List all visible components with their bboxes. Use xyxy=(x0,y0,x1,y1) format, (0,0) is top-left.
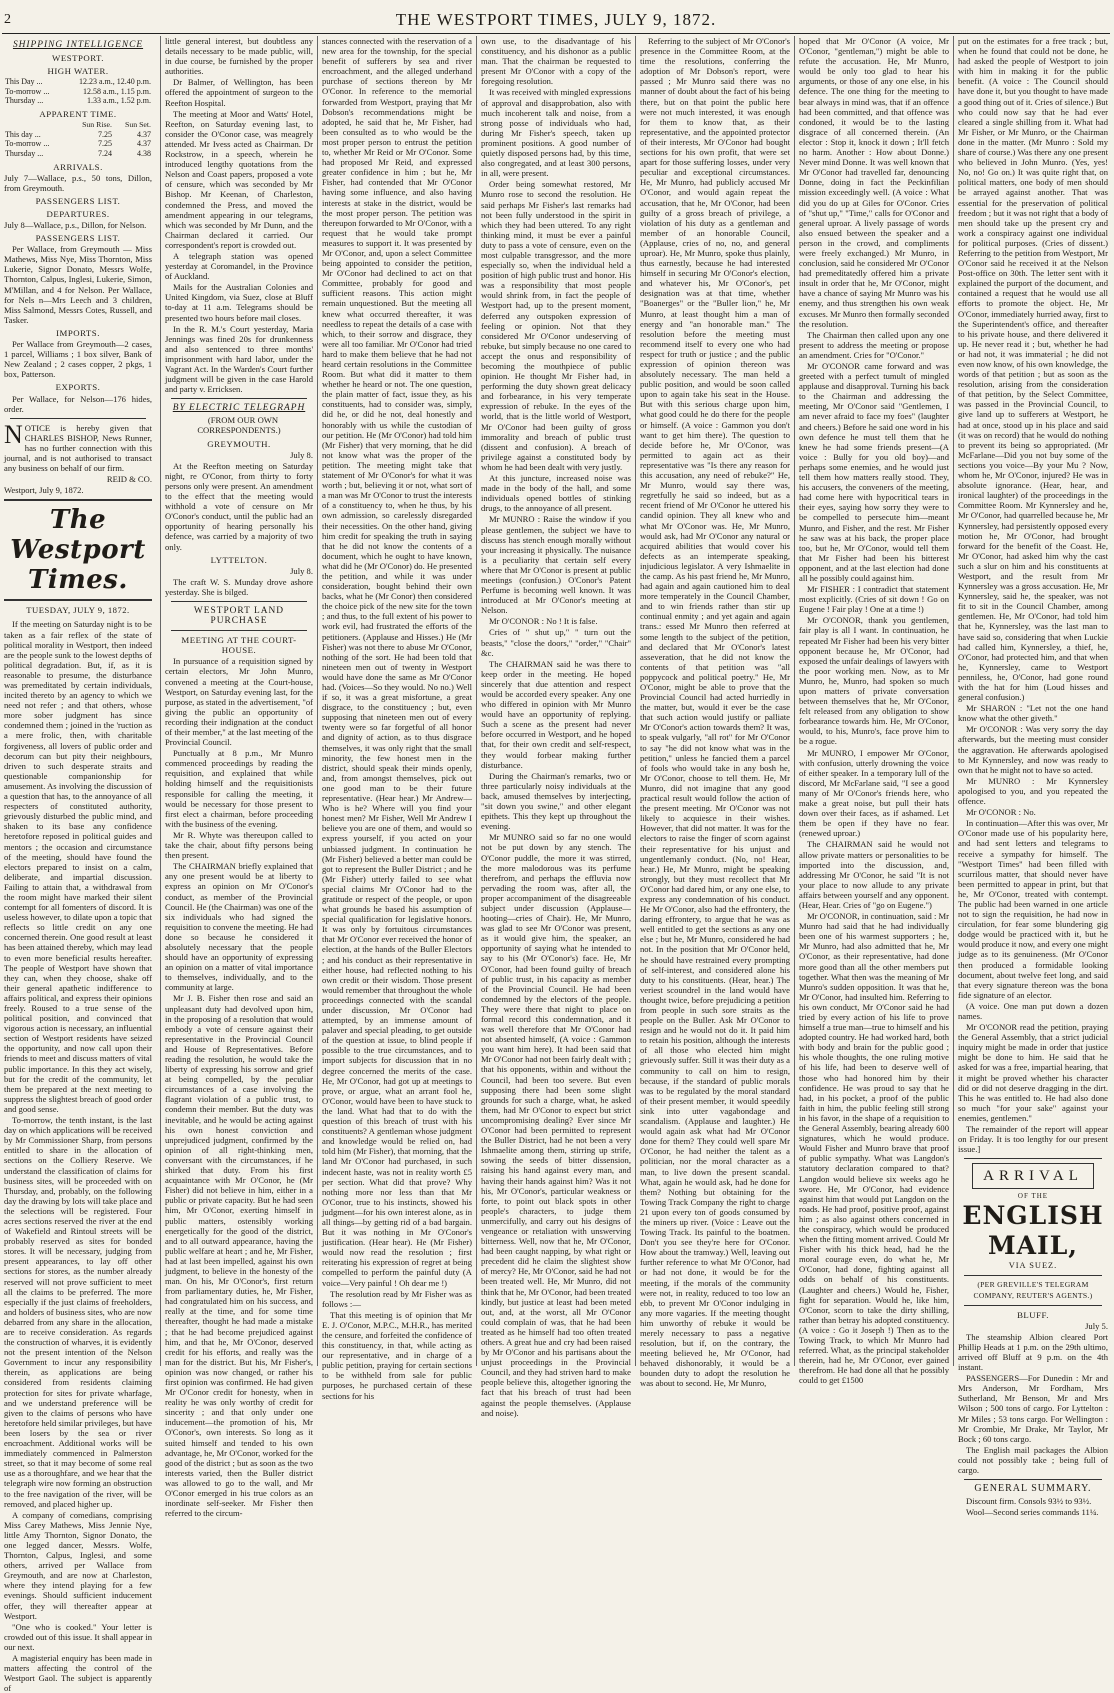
divider xyxy=(4,499,152,501)
article-paragraph: Mr SHARON : "Let not the one hand know what the other giveth." xyxy=(958,703,1108,724)
article-paragraph: At this juncture, increased noise was made in the body of the hall, and some individuals opened bottles of stinking drugs, to the annoyance of all present. xyxy=(481,473,631,514)
column-1 xyxy=(4,36,156,1693)
article-paragraph: The Chairman then called upon any one present to address the meeting or propose an amendment. Cries for "O'Conor." xyxy=(799,329,949,360)
article-paragraph: The meeting at Moor and Watts' Hotel, Reefton, on Saturday evening last, to consider the O'Conor case, was meagrely attended. Mr Ivess acted as Chairman. Dr Rockstrow, in a speech, wherein he introduced lengthy quotations from the Nelson and Coast papers, proposed a vote of censure, which was seconded by Mr Bishop. Mr Keenan, of Charleston, condemned the Press, and moved the amendment appearing in our telegrams, which was seconded by Mr Dunn, and the Chairman declared it carried. Our correspondent's report is crowded out. xyxy=(165,108,313,250)
divider xyxy=(964,1479,1102,1480)
article-paragraph: Mr O'CONOR : Was very sorry the day afterwards, but the meeting must consider the aggravation. He afterwards apologised to Mr Kynnersley, and now was ready to own that he might not to have so acted. xyxy=(958,724,1108,775)
lyttelton-text: The craft W. S. Munday drove ashore yesterday. She is bilged. xyxy=(165,576,313,597)
table-row xyxy=(4,96,152,106)
telegram-agency: (PER GREVILLE'S TELEGRAM COMPANY, REUTER'S AGENTS.) xyxy=(973,1280,1093,1300)
article-paragraph: The English mail packages the Albion could not possibly take ; being full of cargo. xyxy=(958,1444,1108,1475)
table-cell: 1.33 a.m., 1.52 p.m. xyxy=(87,96,151,106)
passengers-heading: PASSENGERS LIST. xyxy=(35,195,121,206)
imports-text: Per Wallace from Greymouth—2 cases, 1 parcel, Williams ; 1 box silver, Bank of New Zealand ; 2 cases copper, 2 pkgs, 1 box, Patterson. xyxy=(4,339,152,380)
article-paragraph: own use, to the disadvantage of his constituency, and his dishonor as a public man. That the chairman be requested to present Mr O'Conor with a copy of the foregoing resolution. xyxy=(481,36,631,87)
article-paragraph: hoped that Mr O'Conor (A voice, Mr O'Conor, "gentleman,") might be able to refute the accusation. He, Mr Munro, would be only too glad to hear his arguments, or those of any one else, in his defence. The one thing for the meeting to bear always in mind was, that if an offence had been committed, and that offence was condoned, it would be to the lasting disgrace of all concerned therein. (An elector : Stop it, knock it down ; It'll fetch no harm. Another : How about Donne.) Never mind Donne. It was well known that Mr O'Conor had travelled far, denouncing Donne, doing in fact the Peckinfilian mission exceedingly well. (A voice : What did you do up at Giles for O'Conor. Cries of "shut up," "Time," calls for O'Conor and general uproar. A lively passage of words also ensued between the speaker and a person in the crowd, and compliments were freely exchanged.) Mr Munro, in conclusion, said he considered Mr O'Conor had premeditatedly offered him a private insult in order that he, Mr O'Conor, might have a chance of saying Mr Munro was his enemy, and thus strengthen his own weak excuses. Mr Munro then formally seconded the resolution. xyxy=(799,36,949,329)
article-paragraph: The steamship Albion cleared Port Phillip Heads at 1 p.m. on the 29th ultimo, arrived off Bluff at 9 p.m. on the 4th instant. xyxy=(958,1331,1108,1373)
nameplate: The Westport Times. xyxy=(10,505,146,596)
departures-heading: DEPARTURES. xyxy=(46,208,110,219)
bluff-date: July 5. xyxy=(1085,1320,1108,1331)
article-paragraph: put on the estimates for a free track ; but, when he found that could not be done, he had asked the people of Westport to join with him in making it for the public benefit. (A voice : The Council should have done it, but you thought to have made a good thing out of it. Cries of silence.) But who could now say that he had ever cleared a single shilling from it. What had Mr Fisher, or Mr Munro, or the Chairman done in the matter. (Mr Munro : Sold my share of course.) Was there any one present who believed in John Munro. (Yes, yes! No, no! Go on.) It was quite right that, on political matters, one body of men should be arrayed against another. That was essential for the preservation of political freedom ; but it was not right that a body of men should take up the present cry and work a conspiracy against one individual for political purposes. (Cries of dissent.) Referring to the petition from Westport, Mr O'Conor said he received it at the Nelson Post-office on 30th. The letter sent with it explained the purport of the document, and contained a request that he would use all efforts to promote the object. He, Mr O'Conor, immediately hurried away, first to the Superintendent's office, and thereafter to his private house, and there delivered it up. He never read it ; but, whether he had or had not, it was immaterial ; he did not even now know, of his own knowledge, the words of that petition ; but as soon as the resolution, arising from the consideration of that petition, by the Select Committee, was passed in the Provincial Council, to give land up to sufferers at Westport, he had at once, stood up in his place and said (it was on record) that he would do nothing to prevent its being so appropriated. (Mr McFarlane—Did you not buy some of the sections you voice—By your Mu ? Now, whom he, Mr O'Conor, injured? He was in absolute ignorance. (Hear, hear, and ironical laughter) of the proceedings in the Committee Room. Mr Kynnersley and he, Mr O'Conor, had quarrelled because he, Mr Kynnersley, had persistently opposed every motion he, Mr O'Conor, had brought forward for the benefit of the Coast. He, Mr O'Conor, had asked him why the cast such a slur on him and his constituents at Westport, and the result from Mr Kynnersley was a gross accusation. He, Mr Kynnersley, said he, the speaker, was not fit to sit in the Council Chamber, among gentlemen. He, Mr O'Conor, had told him that he, Kynnersley, was the last man to have said so, considering that when Luckie had called him, Kynnersley, a thief, he, O'Conor, had protected him, and that when he, Kynnersley, came to Westport penniless, he, O'Conor, had gone round with the hat for him (Loud hisses and general confusion.) xyxy=(958,36,1108,703)
article-paragraph: Order being somewhat restored, Mr Munro rose to second the resolution. He said perhaps Mr Fisher's last remarks had not been fully understood in the spirit in which they had been uttered. To any right thinking mind, it must be ever a painful duty to pass a vote of censure, even on the most culpable transgressor, and the more especially so, when the individual held a position of high public trust and honor. His was a responsibility that most people would shrink from, in fact the people of Westport had, up to the present moment, deferred any outspoken expression of feeling or opinion. Not that they considered Mr O'Conor undeserving of rebuke, but simply because no one cared to accept the onus and responsibility of becoming the mouthpiece of public opinion. He thought Mr Fisher had, in performing the duty shown great delicacy and forbearance, in his very temperate expression of rebuke. In the eyes of the world, that is the little world of Westport, Mr O'Conor had been guilty of gross immorality and breach of public trust (dissent and confusion). A breach of privilege against a constituted body by whom he had been dealt with very justly. xyxy=(481,179,631,472)
article-paragraph: To-morrow, the tenth instant, is the last day on which applications will be received by Mr Commissioner Sharp, from persons entitled to share in the allocation of sections on the Colliery Reserve. We understand the classification of claims for business sites, will be proceeded with on Thursday, and, probably, on the following day the drawing by lots will take place and the selections will be registered. Four acres sections reserved the river at the end of Wakefield and Rintoul streets will be probably reserved as sites for bonded stores. It will be necessary, judging from present appearances, to lay off other sections for stores, as the number already reserved will not prove sufficient to meet all the claims to be preferred. The more especially if the just claims of freeholders, and holders of business sites, who are now debarred from any share in the allocation, are to receive consideration. As regards the construction of wharves, it is evidently not the present intention of the Nelson Government to incur any responsibility therein, as applications are being considered from residents claiming protection for sites for private wharfage, and we understand preference will be given to the claims of persons who have heretofore held similar privileges, but have been losers by the sea or river encroachment. Additional works will be immediately commenced in Palmerston street, so that it may become of some real use as a thoroughfare, and we hear that the telegraph wire now forming an obstruction to the free navigation of the river, will be removed, and placed higher up. xyxy=(4,1115,152,1509)
exports-heading: EXPORTS. xyxy=(55,382,101,393)
table-cell: This day ... xyxy=(5,129,41,139)
article-paragraph: Mr O'CONOR read the petition, praying the General Assembly, that a strict judicial inquiry might be made in order that justice might be done to him. He said that he asked for was a free, impartial hearing, that it might be proved whether his character did or did not deserve dragging in the dirt. This he was entitled to. He had also done so much "for your sake" against your enemies, gentlemen." xyxy=(958,1022,1108,1123)
english-mail-banner xyxy=(958,1163,1108,1300)
table-cell: 12.58 a.m., 1.15 p.m. xyxy=(83,86,151,96)
article-paragraph: The resolution read by Mr Fisher was as follows :— xyxy=(322,1288,472,1309)
article-paragraph: In pursuance of a requisition signed by certain electors, Mr John Munro, convened a meeting at the Court-house, Westport, on Saturday evening last, for the purpose, as stated in the advertisement, "of giving the public an opportunity of recording their indignation at the conduct of their member," at the last meeting of the Provincial Council. xyxy=(165,656,313,748)
article-paragraph: In continuation—After this was over, Mr O'Conor made use of his popularity here, and had sent letters and telegrams to receive a sympathy for himself. The "Westport Times" had been filled with scurrilous matter, that should never have been permitted to appear in print, but that he, Mr O'Conor, treated with contempt. The public had been warned in one article not to sign the requisition, he had now in circulation, for fear some blundering gig dodge would be practiced with it, but he would produce it now, and every one might judge as to its genuineness. (Mr O'Conor then produced a formidable looking document, about twelve feet long, and said that every signature thereon was the bona fide signature of an elector. xyxy=(958,818,1108,1000)
article-paragraph: During the Chairman's remarks, two or three particularly noisy individuals at the back, amused themselves by interjecting, "sit down you swine," and other elegant epithets. This they kept up throughout the evening. xyxy=(481,770,631,832)
article-paragraph: Mr MUNRO, I empower Mr O'Conor, with confusion, utterly drowning the voice of either speaker. In a temporary lull of the discord, Mr McFarlane said, "I see a good many of Mr O'Conor's friends here, who make a great noise, but pull their hats down over their faces, as if ashamed. Let them be open if they have no fear. (renewed uproar.) xyxy=(799,747,949,839)
column-7 xyxy=(953,36,1110,1518)
port-heading: WESTPORT. xyxy=(52,53,104,64)
high-water-heading: HIGH WATER. xyxy=(47,66,109,77)
shipping-heading: SHIPPING INTELLIGENCE xyxy=(12,40,144,50)
table-cell: Thursday ... xyxy=(5,148,44,158)
lyttelton-heading: LYTTELTON. xyxy=(210,554,268,565)
general-summary-heading: GENERAL SUMMARY. xyxy=(974,1483,1092,1495)
high-water-table xyxy=(4,77,152,106)
article-paragraph: Referring to the subject of Mr O'Conor's presence in the Committee Room, at the time the resolutions, conferring the adoption of Mr Dobson's report, were passed ; Mr Munro said there was no manner of doubt about the fact of his being there, but on that point the public here were not much interested, it was enough for them to know that, as their representative, and the appointed protector of their interests, Mr O'Conor had bought sections for his own profit, that were set apart for those suffering losses, under very peculiar and exceptional circumstances. He, Mr Munro, had publicly accused Mr O'Conor, and would again repeat the accusation, that he, Mr O'Conor, had been guilty of a gross breach of privilege, a violation of his duty as a gentleman and member of an honorable Council, (Applause, cries of no, no, and general uproar). He, Mr Munro, spoke thus plainly, thus earnestly, because he had interested himself in securing Mr O'Conor's election, and whatever his, Mr O'Conor's, pet designation was at that time, whether "Boanerges" or the "Buller lion," he, Mr Munro, at least thought him a man of energy and "an honorable man." The resolution before the meeting must recommend itself to every one who had respect for truth or justice ; and the public expression of opinion thereon was absolutely necessary. The man held a public position, and would be soon called upon to again take his seat in the House. But with this serious charge upon him, what good could he do there for the people or himself. (A voice : Gammon you don't want to get him there). The question to decide before he, Mr O'Conor, was permitted to again act as their representative was "Is there any reason for this accusation, any need of rebuke?" He, Mr Munro, would say there was, regretfully he said so indeed, but as a recent friend of Mr O'Conor he uttered his candid opinion. They all knew who and what Mr O'Conor was. He, Mr Munro, would ask, had Mr O'Conor any natural or acquired abilities that would cover his defects as an intemperate speaking, injudicious legislator. A very Ishmaelite in the camp. As his past friend he, Mr Munro, had again and again cautioned him to deal more temperately in the Council Chamber, and to win friends rather than stir up continual enmity ; and yet again and again trans.: essed Mr Munro then referred at some length to the subject of the petition, and declared that Mr O'Conor's latest asseveration, that he did not know the contents of that petition was "all poppycock and political poetry." He, Mr O'Conor, might be able to prove that the Provincial Council had acted hurriedly in the matter, but, would it ever be the case that such action would justify or palliate Mr O'Conor's action towards them? It was, to speak vulgarly, "all rot" for Mr O'Conor to say "he did not know what was in the petition," unless he fancied them a parcel of fools who would take in any bosh he, Mr O'Conor, choose to tell them. He, Mr Munro, did not imagine that any good practical result would follow the action of the present meeting. Mr O'Conor was not likely to acquiesce in their wishes. However, that did not matter. It was for the electors to raise the finger of scorn against their representative for his unjust and ungentlemanly conduct. (No, no! Hear, hear.) He, Mr Munro, might be speaking strongly, but they must recollect that Mr O'Conor had dared him, or any one else, to express any condemnation of his conduct. He Mr O'Conor, also had the effrontery, the daring effrontery, to argue that he was as well entitled to get the sections as any one else ; but he, Mr Munro, considered he had not. In the position that Mr O'Conor held, he should have restrained every prompting of self-interest, and considered alone his duty to his constituents. (Hear, hear.) The veriest scoundrel in the land would have thought twice, before prejudicing a petition from people in such sore straits as the people on the Buller. Ask Mr O'Conor to resign and he would not do it. It paid him to retain his position, although the interests of all those who elected him might grievously suffer. Still it was their duty as a community to call on him to resign, because, if the standard of public morals was to be regulated by the moral standard of their present member, it would speedily sink into utter vagabondage and scandalism. (Applause and laughter.) He would again ask what had Mr O'Conor done for them? They could well spare Mr O'Conor, he had neither the talent as a politician, nor the moral character as a man, to live down the present scandal. What, again he would ask, had he done for them? Nothing but obtaining for the Towing Track Company the right to charge 21 upon every ton of goods consumed by the miners up river. (Voice : Leave out the Towing Track. Its painful to the boatmen. Don't you see they're here for O'Conor. How about the tramway.) Well, leaving out further reference to what Mr O'Conor, had or had not done, it would be for the meeting, if the morals of the community were not, in reality, reduced to too low an ebb, to prevent Mr O'Conor indulging in any more vagaries. If the meeting thought him unworthy of rebuke it would be merely necessary to pass a negative resolution, but if, on the contrary, the meeting believed he, Mr O'Conor, had behaved dishonorably, it would be a bounden duty to adopt the resolution he was about to second. He, Mr Munro, xyxy=(640,36,790,1389)
masthead-title: THE WESTPORT TIMES, JULY 9, 1872. xyxy=(395,10,717,29)
divider xyxy=(4,599,152,601)
article-paragraph: Mr O'CONOR, thank you gentlemen, fair play is all I want. In continuation, he repeated Mr Fisher had been his very bitter opponent because he, Mr O'Conor, had exposed the unfair dealings of lawyers with the poor working men. Now, as to Mr Munro, he, Munro, had spoken so much upon matters of private conversation between themselves that he, Mr O'Conor, felt released from any obligation to show forbearance towards him. He, Mr O'Conor, would, to his, Munro's, face prove him to be a rogue. xyxy=(799,615,949,747)
notice-dropcap: N xyxy=(4,419,23,449)
table-row xyxy=(4,149,152,159)
article-paragraph: PASSENGERS—For Dunedin : Mr and Mrs Anderson, Mr Fordham, Mrs Sutherland, Mr Benson, Mr and Mrs Wilson ; 500 tons of cargo. For Lyttelton : Mr Miles ; 53 tons cargo. For Wellington : Mr Crombie, Mr Drake, Mr Taylor, Mr Bock ; 60 tons cargo. xyxy=(958,1373,1108,1444)
article-paragraph: The CHAIRMAN briefly explained that any one present would be at liberty to express an opinion on Mr O'Conor's conduct, as member of the Provincial Council. He (the Chairman) was one of the six individuals who had signed the requisition to convene the meeting. He had done so because he considered it absolutely necessary that the people should have an opportunity of expressing an opinion on a matter of vital importance to themselves, individually, and to the community at large. xyxy=(165,861,313,993)
article-paragraph: A company of comedians, comprising Miss Carey Mathews, Miss Jennie Nye, little Amy Thornton, Signor Donato, the one legged dancer, Messrs. Wolfe, Thornton, Calpus, Inglesi, and some others, arrived per Wallace from Greymouth, and are now at Charleston, where they intend playing for a few evenings. Should sufficient inducement offer, they will thereafter appear at Westport. xyxy=(4,1509,152,1621)
telegraph-subheading: (FROM OUR OWN CORRESPONDENTS.) xyxy=(197,415,281,436)
divider xyxy=(171,398,307,399)
exports-text: Per Wallace, for Nelson—176 hides, order. xyxy=(4,393,152,414)
article-paragraph: Mr O'CONOR : No. xyxy=(966,807,1036,818)
article-paragraph: Punctually at 8 p.m., Mr Munro commenced proceedings by reading the requisition, and explained that while holding himself and the requisitionists responsible for calling the meeting, it would be necessary for those present to first elect a chairman, before proceeding with the business of the evening. xyxy=(165,748,313,829)
article-paragraph: Mr R. Whyte was thereupon called to take the chair, about fifty persons being then present. xyxy=(165,829,313,861)
table-cell: 7.25 xyxy=(97,139,112,149)
article-paragraph: The CHAIRMAN said he was there to keep order in the meeting. He hoped sincerely that due attention and respect would be accorded every speaker. Any one who differed in opinion with Mr Munro would have an opportunity of replying. Such a scene as the present had never before occurred in Westport, and he hoped that, for their own credit and self-respect, they would forbear making further disturbance. xyxy=(481,658,631,770)
apparent-time-table xyxy=(4,120,152,158)
article-paragraph: If the meeting on Saturday night is to be taken as a fair reflex of the state of political morality in Westport, then indeed are the people sunk to the lowest depths of political degradation. But, if, as it is reasonable to presume, the disturbance was premeditated by certain individuals, incited thereto by an agency to which we need not refer ; and that others, whose more sober judgment has since condemned them ; joined in the 'ruction as a mere frolic, then, with charitable forgiveness, all lovers of public order and decorum can but pity their neighbours, driven to such desperate straits and questionable companionship for amusement. As involving the discussion of a question that has, to the annoyance of all respecters of constituted authority, grievously disturbed the public mind, and shaken to its base any confidence heretofore reposed in political guides and mentors ; the occasion and circumstance of the meeting, should have found the electors prepared to insist on a calm, deliberate, and impartial discussion. Failing to attain that, a withdrawal from the room might have marked their silent contempt for all fomenters of discord. It is useless however, to dilate upon a topic that reflects so little credit on any one concerned therein. One good result at least has been attained thereby, which may lead to even more beneficial results hereafter. The people of Westport have shown that they can, when they choose, shake off their general apathetic indifference to affairs political, and express their opinions freely. Roused to a true sense of the political position, and convinced that vigorous action is necessary, an influential section of Westport residents have seized the opportunity, and now call upon their friends to meet and discuss matters of vital public importance. In this they act wisely, but for the credit of the community, let them be prepared at the next meeting to suppress the slightest breach of good order and good sense. xyxy=(4,619,152,1114)
article-paragraph: Wool—Second series commands 11¼. xyxy=(966,1507,1099,1518)
notice-advertisement xyxy=(4,419,152,496)
notice-text: OTICE is hereby given that CHARLES BISHOP, News Runner, has no further connection with this journal, and is not authorised to transact any business on behalf of our firm. xyxy=(4,422,152,474)
article-paragraph: stances connected with the reservation of a new area for the township, for the special benefit of sufferers by sea and river encroachment, and the alleged underhand purchase of sections thereon by Mr O'Conor. In reference to the memorial forwarded from Westport, praying that Mr Dobson's recommendations might be adopted, he said that he, Mr Fisher, had been consulted as to who would be the most proper person to entrust the petition to, whether Mr Reid or Mr O'Conor. Some had proposed Mr Reid, and expressed greater confidence in him ; but he, Mr Fisher, had contended that Mr O'Conor having some influence, and also having interests at stake in the district, would be the most proper person. The petition was thereupon forwarded to Mr O'Conor, with a request that he would take prompt measures to support it. It was presented by Mr O'Conor, and, upon a select Committee being appointed to consider the petition, Mr O'Conor had declined to act on that Committee, probably for good and sufficient reasons. This action might remain unquestioned. But the meeting all knew what occurred thereafter, it was needless to repeat the details of a case with which, to their sorrow and disgrace, they were all too familiar. Mr O'Conor had tried hard to make them believe that he had not heard certain resolutions in the Committee Room. But what did it matter to them whether he heard or not. The one question, the plain matter of fact, issue they, as his constituents, had to consider was, simply, did he, or did he not, deal honestly and honorably with us while the custodian of our petition. He (Mr O'Conor) had told him (Mr Fisher) that very morning, that he did not know what was the proper of the petition. The meeting might take that statement of Mr O'Conor's for what it was worth ; but, believing it or not, what sort of a man was Mr O'Conor to trust the interests of a constituency to, when he thus, by his own admission, so carelessly disregarded their necessities. On the other hand, giving him credit for speaking the truth in saying that he did not know the contents of a document, which he ought to have known, what did he (Mr O'Conor) do. He presented the petition, and while it was under consideration, bought behind their own backs, what he (Mr Conor) then considered the choice pick of the new site for the town ; and thus, to the full extent of his power to work evil, had frustrated the efforts of the petitioners. (Applause and Hisses.) He (Mr Fisher) was not there to abuse Mr O'Conor, nothing of the sort. He had been told that nineteen men out of twenty in Westport would have done the same as Mr O'Conor had. (Voices—So they would. No no.) Well if so, it was a great misfortune, a great disgrace, to the constituency ; but, even supposing that nineteen men out of every twenty were so far forgetful of all honor and dignity of action, as to thus disgrace themselves, it was only right that the small minority, the few honest men in the district, should speak their minds openly, and, from amongst themselves, pick out one good man to be their future representative. (Hear hear.) Mr Andrew—Who is he? Where will you find your honest men? Mr Fisher, Well Mr Andrew I believe you are one of them, and would so express yourself, if you acted on your unbiassed judgment. In continuation he (Mr Fisher) believed a better man could be got to represent the Buller District ; and he (Mr Fisher) utterly failed to see what special claims Mr O'Conor had to the gratitude or respect of the people, or upon what grounds he based his assumption of special qualification for legislative honors. It was only by fortuitous circumstances that Mr O'Conor ever received the honor of election, at the hands of the Buller Electors ; and his conduct as their representative in either house, had reflected nothing to his own credit or their wisdom. Those present would remember that throughout the whole proceedings connected with the scandal under discussion, Mr O'Conor had attempted, by an immense amount of palaver and special pleading, to get outside of the question at issue, to blind people if possible to the true circumstances, and to import subjects for discussion that in no degree concerned the merits of the case. He, Mr O'Conor, had got up at meetings to prove, or argue, what an arrant fool he, O'Conor, would have been to have stuck to the land. What had that to do with the question of this breach of trust with his constituents? A gentleman whose judgment and knowledge would be relied on, had told him (Mr Fisher), that morning, that the land Mr O'Conor had purchased, in such indecent haste, was not in reality worth £5 per section. What did that prove? Why nothing more nor less than that Mr O'Conor, true to his instincts, showed his judgment—for his own interest alone, as in all things—by getting rid of a bad bargain. But it was nothing in Mr O'Conor's justification. (Hear hear). He (Mr Fisher) would now read the resolution ; first reiterating his expression of regret at being compelled to perform the painful duty (A voice—Very painful ! Oh dear me !) xyxy=(322,36,473,1288)
column-header: Sun Rise. xyxy=(82,120,112,130)
arrivals-heading: ARRIVALS. xyxy=(53,161,103,172)
table-cell: 12.23 a.m., 12.40 p.m. xyxy=(79,77,151,87)
table-row xyxy=(4,87,152,97)
article-paragraph: A magisterial enquiry has been made in matters affecting the control of the Westport Gaol. The subject is apparently of xyxy=(4,1653,152,1693)
divider xyxy=(964,1305,1102,1306)
article-paragraph: Cries of " shut up," " turn out the beasts," "close the doors," "order," "Chair" &c. xyxy=(481,627,631,658)
table-cell: 7.25 xyxy=(97,129,112,139)
telegraph-heading: BY ELECTRIC TELEGRAPH xyxy=(172,403,306,414)
table-cell: To-morrow ... xyxy=(5,139,50,149)
table-row xyxy=(4,130,152,140)
article-paragraph: The remainder of the report will appear on Friday. It is too lengthy for our present issue.] xyxy=(958,1124,1108,1155)
table-cell: 4.38 xyxy=(137,148,151,158)
divider xyxy=(964,1275,1102,1276)
article-paragraph: Discount firm. Consols 93½ to 93½. xyxy=(966,1496,1092,1507)
arrival-of: OF THE xyxy=(1017,1192,1049,1201)
article-paragraph: A telegraph station was opened yesterday at Coromandel, in the Province of Auckland. xyxy=(165,250,313,282)
passengers-text: Per Wallace, from Greymouth — Miss Mathews, Miss Nye, Miss Thornton, Miss Lukerie, Signor Donato, Messrs Wolfe, Thornton, Calpus, Inglesi, Lukerie, Simon, M'Millan, and 4 for Nelson. Per Wallace, for Nels n—Mrs Leech and 3 children, Miss Salmond, Messrs Cotes, Russell, and Tasker. xyxy=(4,244,152,325)
table-cell: Thursday ... xyxy=(5,96,44,106)
land-purchase-heading: WESTPORT LAND PURCHASE xyxy=(193,605,285,627)
table-header-row xyxy=(4,120,152,130)
article-paragraph: The CHAIRMAN said he would not allow private matters or personalities to be imported into the discussion, and, addressing Mr O'Conor, he said "It is not your place to now allude to any private affairs between yourself and any opponent. (Hear, Hear. Cries of "go on Eugene.") xyxy=(799,839,949,910)
article-paragraph: It was received with mingled expressions of approval and disapprobation, also with much incoherent talk and noise, from a strong posse of individuals who had, during Mr Fisher's speech, taken up prominent positions. A good number of quietly disposed persons had, by this time, also congregated, and at least 300 persons, in all, were present. xyxy=(481,87,631,179)
passengers-list-heading: PASSENGERS LIST. xyxy=(35,233,121,244)
table-cell: 7.24 xyxy=(97,148,112,158)
column-3 xyxy=(317,36,476,1401)
article-paragraph: "One who is cooked." Your letter is crowded out of this issue. It shall appear in our next. xyxy=(4,1621,152,1652)
masthead xyxy=(2,8,1110,34)
article-paragraph: Mr O'CONOR came forward and was greeted with a perfect tumult of mingled applause and disapproval. Turning his back to the Chairman and addressing the meeting, Mr O'Conor said "Gentlemen, I am never afraid to face my foes" (laughter and cheers.) Before he said one word in his own defence he must tell them that he knew he had some friends present—(A voice : Bully for you old boy)—and perhaps some enemies, and he would just tell them how matters really stood. They, his accusers, the conveners of the meeting, had come here with hypocritical tears in their eyes, saying how sorry they were to be compelled to persecute him—meant Munro, and Fisher, and the rest. Mr Fisher he saw was at his back, the proper place too, but he, Mr O'Conor, would tell them that Mr Fisher had been his bitterest opponent, and at the last election had done all he possibly could against him. xyxy=(799,361,949,583)
page-number: 2 xyxy=(4,12,12,27)
table-cell: 4.37 xyxy=(137,139,151,149)
departures-text: July 8—Wallace, p.s., Dillon, for Nelson. xyxy=(4,220,147,230)
notice-date: Westport, July 9, 1872. xyxy=(4,485,84,496)
table-cell: 4.37 xyxy=(137,129,151,139)
article-paragraph: Mr FISHER : I contradict that statement most explicitly. (Cries of sit down ! Go on Eugene ! Fair play ! One at a time !) xyxy=(799,584,949,615)
article-paragraph: Mr O'CONOR, in continuation, said : Mr Munro had said that he had individually been one of his warmest supporters ; he, Mr Munro, had also admitted that he, Mr O'Conor, as their representative, had done more good than all the other members put together. What then was the meaning of Mr Munro's sudden opposition. It was that he, Mr O'Conor, had insulted him. Referring to his own conduct, Mr O'Conor said he had tried by every action of his life to prove himself a true man—true to himself and his adopted country. He had worked hard, both with body and brain for the public good ; his whole thoughts, the one ruling motive of his life, had been to deserve well of those who had honored him by their confidence. He was proud to say that he had, in his pocket, a proof of the public faith in him, the public feeling still strong in his favor, in the shape of a requisition to the General Assembly, bearing already 600 signatures, which he would produce. Would Fisher and Munro brave that proof of public sympathy. What was Langdon's statutory declaration compared to that? Langdon would believe six weeks ago he swore. He, Mr O'Conor, had evidence against him that would put Langdon on the roads. He had proof, positive proof, against him ; as also against others concerned in the conspiracy, which would be produced when the fitting moment arrived. Could Mr Fisher with his thick head, had he the moral courage even, do what he, Mr O'Conor, had done, fighting against all odds on behalf of his constituents. (Laughter and cheers.) Would he, Fisher, fight for separation. Would he, like him, O'Conor, scorn to take the dirty shilling, rather than betray his adopted constituency. (A voice : Go it Joseph !) Then as to the Towing Track, to which Mr Munro had referred. What, as the principal stakeholder therein, had he, Mr O'Conor, ever gained therefrom. He had done all that he possibly could to get £1500 xyxy=(799,911,949,1386)
article-paragraph: Dr Balmer, of Wellington, has been offered the appointment of surgeon to the Reefton Hospital. xyxy=(165,77,313,108)
table-cell: This Day ... xyxy=(5,77,43,87)
land-purchase-subheading: MEETING AT THE COURT-HOUSE. xyxy=(181,635,297,656)
article-paragraph: (A voice. One man put down a dozen names. xyxy=(958,1000,1108,1021)
greymouth-date: July 8. xyxy=(290,449,313,460)
table-row xyxy=(4,77,152,87)
arrival-heading: ARRIVAL xyxy=(972,1163,1094,1189)
lyttelton-date: July 8. xyxy=(290,565,313,576)
via-suez: VIA SUEZ. xyxy=(1008,1261,1058,1271)
table-row xyxy=(4,139,152,149)
column-6 xyxy=(794,36,953,1386)
notice-signature: REID & CO. xyxy=(106,474,152,485)
english-mail-heading: ENGLISH MAIL, xyxy=(962,1201,1104,1261)
column-header: Sun Set. xyxy=(125,120,151,130)
imports-heading: IMPORTS. xyxy=(56,327,100,338)
divider xyxy=(171,601,307,602)
table-cell: To-morrow ... xyxy=(5,86,50,96)
article-paragraph: Mr MUNRO said so far no one would not be put down by any stench. The O'Conor puddle, the more it was stirred, the more malodorous was its perfume therefrom, and perhaps the effluvia now pervading the room was, after all, the proper accompaniment of the disagreeable subject under discussion (Applause—hooting—cries of Chair). He, Mr Munro, was glad to see Mr O'Conor was present, as it would give him, the speaker, an opportunity of saying what he intended to say to his (Mr O'Conor's) face. He, Mr O'Conor, had been found guilty of breach of public trust, in his capacity as member of the Provincial Council. He had been condemned by the electors of the people. They were there that night to place on formal record this condemnation, and it was well therefore that Mr O'Conor had not absented himself, (A voice : Gammon you want him here). It had been said that Mr O'Conor had not been fairly dealt with ; that his opponents, within and without the Council, had been too severe. But even supposing there had been some slight grounds for such a charge, what, he asked them, had Mr O'Conor to expect but strict uncompromising dealing? Ever since Mr O'Conor had been permitted to represent the Buller District, had he not been a very Ishmaelite among them, stirring up strife, sowing the seeds of bitter dissension, raising his hand against every man, and having their hands against him? Was it not his, Mr O'Conor's, particular weakness or forte, to point out black spots in other people's characters, to judge them unmercifully, and carry out his designs of vengeance or retaliation with unswerving bitterness. Well, now that he, Mr O'Conor, had been caught napping, by what right or precedent did he claim the slightest show of mercy? He, Mr O'Conor, said he had not been treated well. He, Mr Munro, did not think that he, Mr O'Conor, had been treated kindly, but justice at least had been meted out, and, at the worst, all Mr O'Conor could complain of was, that he had been treated as he himself had too often treated others. A great hue and cry had been raised by Mr O'Conor and his partisans about the unjust proceedings in the Provincial Council, and they had striven hard to make people believe this, altogether ignoring the fact that his breach of trust had been against the people themselves. (Applause and noise). xyxy=(481,832,631,1418)
column-4 xyxy=(476,36,635,1418)
divider xyxy=(171,630,307,631)
divider xyxy=(10,418,146,419)
article-paragraph: That this meeting is of opinion that Mr E. J. O'Conor, M.P.C., M.H.R., has merited the censure, and forfeited the confidence of this constituency, in that, while acting as our representative, and in charge of a public petition, praying for certain sections to be withheld from sale for public purposes, he purchased certain of these sections for his xyxy=(322,1309,472,1401)
article-paragraph: Mr O'CONOR : No ! It is false. xyxy=(489,616,598,627)
arrivals-text: July 7—Wallace, p.s., 50 tons, Dillon, from Greymouth. xyxy=(4,172,152,193)
greymouth-heading: GREYMOUTH. xyxy=(207,438,271,449)
column-5 xyxy=(635,36,794,1389)
column-2 xyxy=(160,36,317,1519)
article-paragraph: In the R. M.'s Court yesterday, Maria Jennings was fined 20s for drunkenness and also sentenced to three months' imprisonment with hard labor, under the Vagrant Act. In the Warden's Court further judgment will be given in the case Harold and party v. Erricksen. xyxy=(165,323,313,395)
bluff-heading: BLUFF. xyxy=(1017,1309,1049,1320)
greymouth-text: At the Reefton meeting on Saturday night, re O'Conor, from thirty to forty persons only were present. An amendment to the effect that the meeting would withhold a vote of censure on Mr O'Conor's conduct, until the public had an opportunity of hearing personally his defence, was carried by a majority of two only. xyxy=(165,460,313,552)
apparent-time-heading: APPARENT TIME. xyxy=(39,109,117,120)
article-paragraph: Mails for the Australian Colonies and United Kingdom, via Suez, close at Bluff to-day at 11 a.m. Telegrams should be presented two hours before mail closes. xyxy=(165,282,313,323)
article-paragraph: Mr MUNRO : Mr Kynnersley apologised to you, and you repeated the offence. xyxy=(958,775,1108,807)
article-paragraph: Mr MUNRO : Raise the window if you please gentlemen, the subject we have to discuss has stench enough morally without your increasing it physically. The nuisance is a peculiarity that certain self every where that Mr O'Conor is present at public meetings (confusion.) O'Conor's Patent Perfume is becoming well known. It was introduced at Mr O'Conor's meeting at Nelson. xyxy=(481,514,631,616)
issue-date: TUESDAY, JULY 9, 1872. xyxy=(26,605,130,616)
article-paragraph: little general interest, but doubtless any details necessary to be made public, will, in due course, be furnished by the proper authorities. xyxy=(165,36,313,77)
article-paragraph: Mr J. B. Fisher then rose and said an unpleasant duty had devolved upon him, in the proposing of a resolution that would embody a vote of censure against their representative in the Provincial Council and House of Representatives. Before reading the resolution, he would take the liberty of expressing his sorrow and grief at being compelled, by the peculiar circumstances of a case involving the flagrant violation of a public trust, to condemn their member. But the duty was inevitable, and he would be acting against his own honest conviction and unprejudiced judgment, confirmed by the opinion of all right-thinking men, conversant with the circumstances, if he shirked that duty. From his first acquaintance with Mr O'Conor, he (Mr Fisher) did not believe in him, either in a public or private capacity. But he had seen him, Mr O'Conor, exerting himself in public matters, ostensibly working energetically for the good of the district, and to all outward appearance, having the public welfare at heart ; and he, Mr Fisher, had at last been impelled, against his own judgment, to believe in the honesty of the man. On his, Mr O'Conor's, first return from parliamentary duties, he, Mr Fisher, had congratulated him on his success, and really at the time, and for some time thereafter, thought he had made a mistake ; that he had become prejudiced against him, and that he, Mr O'Conor, deserved credit for his efforts, and really was the man for the district. But his, Mr Fisher's, opinion was now changed, or rather his first opinion was confirmed. He had given Mr O'Conor credit for honesty, when in reality he was only worthy of credit for sincerity ; and that only under one inducement—the promotion of his, Mr O'Conor's, own interests. So long as it suited himself and tended to his own advantage, he, Mr O'Conor, worked for the good of the district ; but as soon as the two interests varied, then the Buller district was allowed to go to the wall, and Mr O'Conor emerged in his true colors as an inordinate self-seeker. Mr Fisher then referred to the circum- xyxy=(165,993,313,1519)
divider xyxy=(964,1158,1102,1159)
